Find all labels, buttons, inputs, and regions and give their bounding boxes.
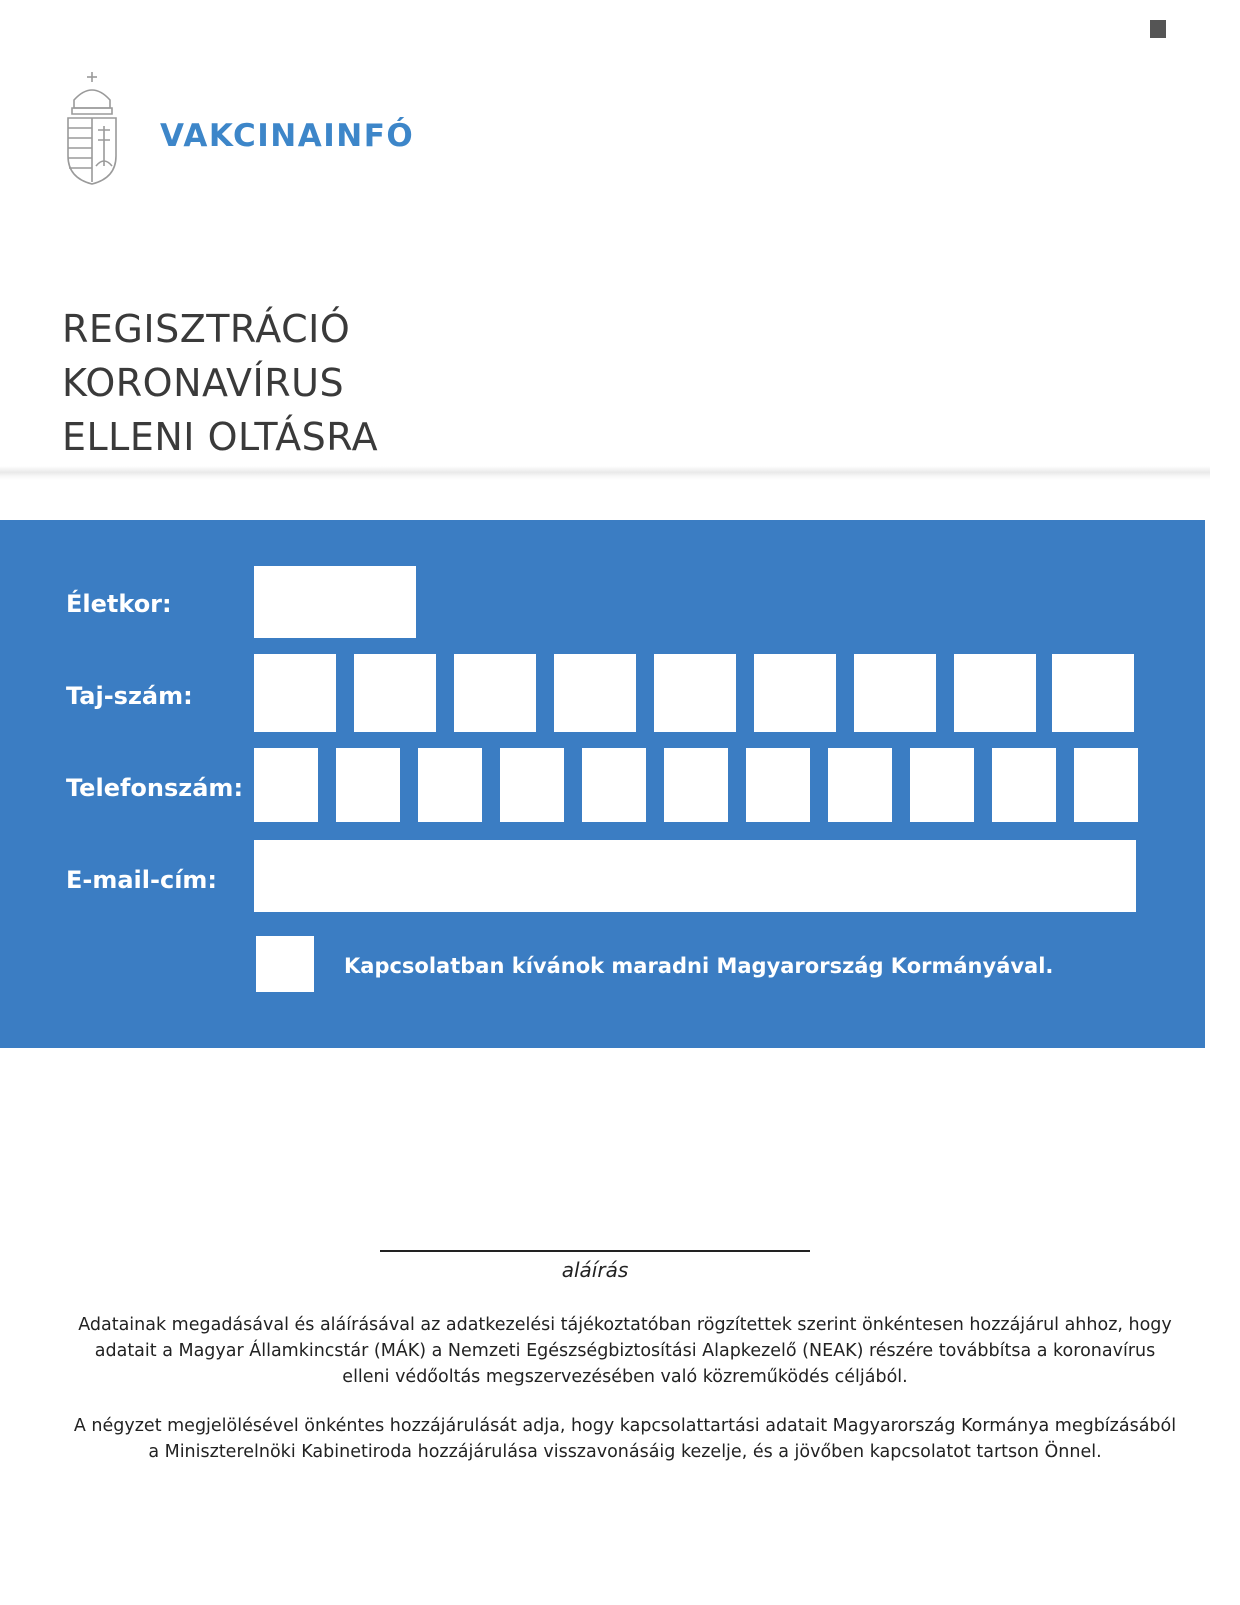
phone-digit-box[interactable] [336, 748, 400, 822]
taj-digit-box[interactable] [954, 654, 1036, 732]
title-line-1: REGISZTRÁCIÓ [62, 307, 351, 351]
taj-digit-box[interactable] [654, 654, 736, 732]
phone-digit-box[interactable] [828, 748, 892, 822]
phone-digit-box[interactable] [1074, 748, 1138, 822]
signature-label: aláírás [561, 1258, 629, 1282]
phone-label: Telefonszám: [66, 774, 244, 802]
taj-digit-box[interactable] [354, 654, 436, 732]
phone-digit-box[interactable] [992, 748, 1056, 822]
email-label: E-mail-cím: [66, 866, 218, 894]
phone-digit-box[interactable] [500, 748, 564, 822]
taj-digit-box[interactable] [254, 654, 336, 732]
corner-registration-mark [1150, 20, 1166, 38]
age-label: Életkor: [66, 590, 172, 618]
page-title [62, 302, 378, 464]
contact-consent-notice: A négyzet megjelölésével önkéntes hozzájárulását adja, hogy kapcsolattartási adatait Magyarország Kormánya megbízásából a Miniszterelnöki Kabinetiroda hozzájárulása visszavonásáig kezelje, és a jövőben kapcsolatot tartson Önnel. [73, 1416, 1177, 1462]
title-line-2: KORONAVÍRUS [62, 361, 345, 405]
consent-label: Kapcsolatban kívánok maradni Magyarország Kormányával. [344, 954, 1054, 978]
title-line-3: ELLENI OLTÁSRA [62, 415, 379, 459]
phone-digit-box[interactable] [746, 748, 810, 822]
email-field[interactable] [254, 840, 1136, 912]
taj-digit-box[interactable] [854, 654, 936, 732]
hungarian-coat-of-arms-icon [62, 70, 122, 188]
taj-digit-box[interactable] [454, 654, 536, 732]
brand-title: VAKCINAINFÓ [160, 118, 415, 154]
phone-digit-box[interactable] [418, 748, 482, 822]
phone-digit-box[interactable] [254, 748, 318, 822]
phone-digit-box[interactable] [664, 748, 728, 822]
phone-digit-box[interactable] [910, 748, 974, 822]
signature-line [380, 1250, 810, 1252]
data-processing-notice: Adatainak megadásával és aláírásával az adatkezelési tájékoztatóban rögzítettek szerint önkéntesen hozzájárul ahhoz, hogy adatait a Magyar Államkincstár (MÁK) a Nemzeti Egészségbiztosítási Alapkezelő (NEAK) részére továbbítsa a koronavírus elleni védőoltás megszervezésében való közreműködés céljából. [78, 1315, 1172, 1387]
taj-digit-box[interactable] [754, 654, 836, 732]
consent-checkbox[interactable] [256, 936, 314, 992]
taj-digit-box[interactable] [1052, 654, 1134, 732]
age-field[interactable] [254, 566, 416, 638]
taj-digit-box[interactable] [554, 654, 636, 732]
taj-label: Taj-szám: [66, 682, 193, 710]
phone-digit-box[interactable] [582, 748, 646, 822]
paper-fold-crease [0, 466, 1210, 480]
